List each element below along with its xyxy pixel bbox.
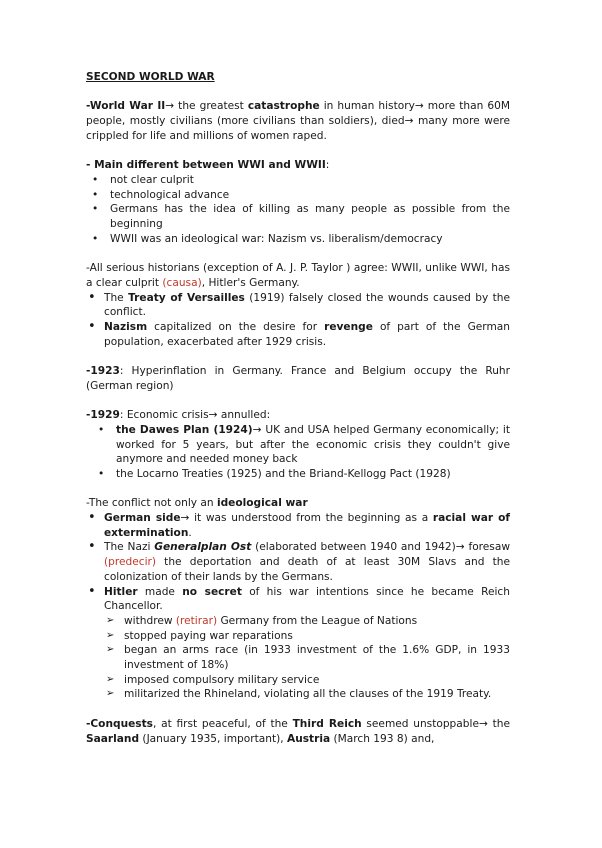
conquests-paragraph [86, 717, 510, 746]
text: many more were crippled for life and millions of women raped. [86, 115, 510, 142]
text: (March 193 8) and, [330, 732, 435, 745]
list-item [86, 614, 510, 629]
list-item: ➢ imposed compulsory military service [86, 673, 510, 688]
conflict-paragraph [86, 496, 510, 511]
bold-text: revenge [324, 320, 373, 333]
bold-text: Nazism [104, 320, 148, 333]
historians-paragraph [86, 261, 510, 290]
intro-paragraph [86, 99, 510, 143]
bold-text: no secret [182, 585, 242, 598]
page-title: SECOND WORLD WAR [86, 71, 215, 83]
text: : Economic crisis [119, 409, 209, 422]
bold-italic-text: Generalplan Ost [154, 541, 252, 554]
text: foresaw [464, 541, 510, 554]
differences-heading [86, 158, 510, 173]
arrow-icon: → [414, 100, 424, 113]
translation-note: (causa) [162, 276, 202, 289]
text: of part of the German population, exacerbated after 1929 crisis. [104, 320, 510, 348]
historians-list [86, 291, 510, 350]
bold-text: German side [104, 512, 181, 524]
list-item: • the Locarno Treaties (1925) and the Briand-Kellogg Pact (1928) [92, 467, 510, 482]
hitler-actions-list [86, 614, 510, 702]
arrow-icon: → [455, 541, 465, 554]
text: it was understood from the beginning as a [189, 512, 433, 524]
list-item [86, 511, 510, 540]
bold-text: Austria [287, 732, 331, 745]
ww2-label: -World War II [86, 100, 166, 113]
list-item: • technological advance [86, 188, 510, 203]
bold-text: ideological war [216, 497, 308, 510]
list-item [86, 291, 510, 320]
text: withdrew [124, 614, 176, 627]
list-item: ➢ stopped paying war reparations [86, 629, 510, 644]
list-item: • Germans has the idea of killing as many people as possible from the beginning [86, 202, 510, 231]
arrow-icon: → [404, 115, 414, 128]
text: Germany from the League of Nations [217, 614, 418, 627]
list-item: ➢ began an arms race (in 1933 investment of the 1.6% GDP, in 1933 investment of 18%) [86, 643, 510, 672]
text: The [104, 291, 129, 304]
text: seemed unstoppable [361, 717, 479, 730]
list-item: • not clear culprit [86, 173, 510, 188]
text: UK and USA helped Germany economically; it worked for 5 years, but after the economic crisis they couldn't give anymore and needed money back [116, 423, 510, 466]
list-item [86, 320, 510, 349]
list-item [86, 540, 510, 584]
bold-text: -1929 [86, 409, 120, 422]
text: (elaborated between 1940 and 1942) [251, 541, 456, 554]
text: : [325, 159, 330, 172]
conflict-list [86, 511, 510, 614]
bold-text: -Conquests [86, 717, 153, 730]
text: (January 1935, important), [139, 732, 287, 745]
text: the [487, 717, 510, 730]
text: -The conflict not only an [86, 497, 217, 510]
translation-note: (predecir) [104, 556, 156, 569]
list-item: • WWII was an ideological war: Nazism vs. liberalism/democracy [86, 232, 510, 247]
text: more than 60M people, mostly civilians (more civilians than soldiers), died [86, 100, 510, 128]
year-1929-paragraph [86, 408, 510, 423]
bold-text: Hitler [104, 585, 138, 598]
text: the deportation and death of at least 30M Slavs and the colonization of their lands by the Germans. [104, 556, 510, 583]
list-item [86, 585, 510, 614]
differences-list [86, 173, 510, 247]
text: in human history [319, 100, 415, 113]
bold-text: racial war of extermination [104, 512, 510, 539]
translation-note: (retirar) [175, 614, 218, 627]
text: made [137, 585, 183, 598]
bold-text: -1923 [86, 365, 120, 377]
bold-text: Treaty of Versailles [128, 291, 245, 304]
text: the greatest [174, 100, 248, 113]
arrow-icon: → [208, 409, 218, 422]
text: -All serious historians (exception of A. J. P. Taylor ) agree: WWII, unlike WWI, has a clear culprit [86, 262, 510, 289]
text: , at first peaceful, of the [152, 717, 293, 730]
text: : Hyperinflation in Germany. France and Belgium occupy the Ruhr (German region) [86, 365, 510, 392]
arrow-icon: → [180, 512, 190, 524]
year-1923-paragraph [86, 364, 510, 393]
bold-text: Saarland [86, 732, 140, 745]
bold-text: Third Reich [292, 717, 362, 730]
arrow-icon: → [165, 100, 175, 113]
bold-text: - Main different between WWI and WWII [86, 159, 326, 172]
text: (1919) falsely closed the wounds caused by the conflict. [104, 291, 510, 319]
text: of his war intentions since he became Reich Chancellor. [104, 585, 510, 613]
text: . [188, 526, 192, 539]
year-1929-list [86, 423, 510, 482]
arrow-icon: → [478, 717, 488, 730]
document-body [86, 70, 510, 746]
list-item: ➢ militarized the Rhineland, violating all the clauses of the 1919 Treaty. [86, 687, 510, 702]
arrow-icon: → [252, 423, 262, 436]
text: The Nazi [104, 541, 155, 554]
text: , Hitler's Germany. [201, 276, 300, 289]
text: capitalized on the desire for [147, 320, 325, 333]
bold-text: catastrophe [247, 100, 320, 113]
list-item [92, 423, 510, 467]
text: annulled: [217, 409, 271, 422]
bold-text: the Dawes Plan (1924) [116, 423, 253, 436]
